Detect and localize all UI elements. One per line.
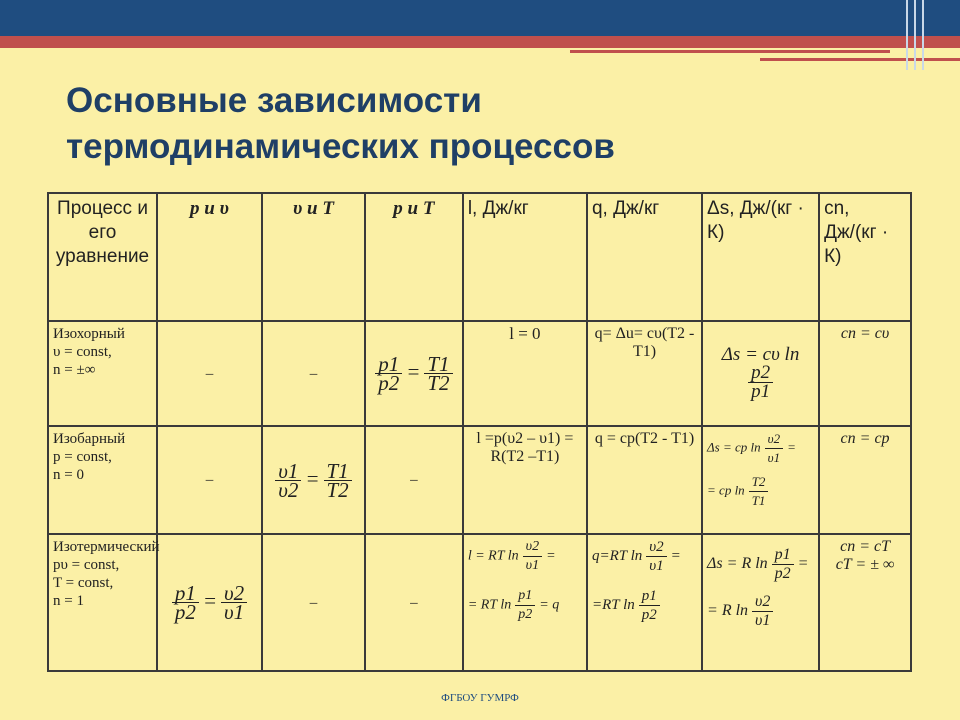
vt-cell: – bbox=[262, 534, 365, 671]
q-cell: q= Δu= cυ(T2 - T1) bbox=[587, 321, 702, 426]
formula-text: Δs = cp ln bbox=[707, 439, 761, 455]
process-eq: T = const, bbox=[53, 575, 114, 591]
formula-line bbox=[707, 593, 814, 630]
l-cell: l = 0 bbox=[463, 321, 587, 426]
denominator: T2 bbox=[427, 371, 450, 395]
red-banner-stripe bbox=[0, 36, 960, 48]
equals-sign: = bbox=[202, 588, 217, 613]
equals-sign: = bbox=[406, 359, 421, 384]
header-vt: υ и T bbox=[262, 193, 365, 321]
process-cell bbox=[48, 534, 160, 671]
numerator: υ2 bbox=[752, 593, 773, 612]
equals-sign: = bbox=[670, 547, 681, 564]
formula-text: Δs = R ln bbox=[707, 555, 768, 573]
equals-sign: = bbox=[797, 555, 809, 573]
slide-title bbox=[66, 78, 866, 170]
pt-cell: – bbox=[365, 534, 463, 671]
q-cell: q = cp(T2 - T1) bbox=[587, 426, 702, 534]
decor-bars bbox=[900, 0, 960, 70]
denominator: υ2 bbox=[278, 477, 299, 502]
numerator: p1 bbox=[639, 587, 660, 606]
formula-text: = cp ln bbox=[707, 482, 745, 498]
fraction bbox=[424, 352, 452, 395]
pv-cell: – bbox=[157, 321, 262, 426]
formula-text: = R ln bbox=[707, 602, 749, 620]
denominator: p2 bbox=[641, 607, 657, 623]
formula-line bbox=[707, 546, 814, 583]
formula-text: = RT ln bbox=[467, 597, 512, 613]
fraction bbox=[772, 546, 794, 583]
pt-cell: – bbox=[365, 426, 463, 534]
process-eq: p = const, bbox=[53, 449, 112, 465]
equals-sign: = bbox=[787, 439, 796, 455]
formula-line bbox=[707, 473, 814, 510]
numerator: υ2 bbox=[221, 584, 247, 603]
cn-cell: cn = cp bbox=[819, 426, 911, 534]
process-eq: n = 0 bbox=[53, 467, 84, 483]
denominator: p2 bbox=[774, 565, 791, 582]
process-cell bbox=[48, 321, 157, 426]
header-pt: p и T bbox=[365, 193, 463, 321]
ds-cell bbox=[702, 321, 819, 426]
denominator: p2 bbox=[518, 607, 533, 622]
numerator: p1 bbox=[772, 546, 794, 565]
numerator: υ2 bbox=[523, 538, 542, 557]
formula-text: q=RT ln bbox=[591, 547, 643, 564]
fraction bbox=[749, 473, 769, 510]
process-eq: υ = const, bbox=[53, 344, 112, 360]
formula-text: = q bbox=[539, 597, 560, 613]
process-name: Изотермический bbox=[53, 539, 160, 555]
numerator: T1 bbox=[324, 462, 352, 481]
table-row-isothermal bbox=[48, 534, 911, 671]
header-ds: Δs, Дж/(кг · К) bbox=[702, 193, 819, 321]
pv-cell: – bbox=[157, 426, 262, 534]
formula-line bbox=[468, 538, 582, 575]
formula-line bbox=[707, 430, 814, 467]
fraction bbox=[375, 352, 402, 395]
table-row-isobaric bbox=[48, 426, 911, 534]
fraction bbox=[752, 593, 773, 630]
fraction bbox=[748, 364, 773, 401]
formula-line bbox=[592, 538, 697, 575]
vt-cell: – bbox=[262, 321, 365, 426]
q-cell bbox=[587, 534, 702, 671]
process-eq: pυ = const, bbox=[53, 557, 120, 573]
cn-cell bbox=[819, 534, 911, 671]
numerator: T1 bbox=[424, 355, 452, 374]
process-eq: n = ±∞ bbox=[53, 362, 96, 378]
denominator: T2 bbox=[326, 477, 349, 502]
denominator: p2 bbox=[174, 600, 196, 624]
processes-table bbox=[47, 192, 912, 672]
header-q: q, Дж/кг bbox=[587, 193, 702, 321]
formula-line: cn = cT bbox=[840, 538, 890, 555]
table-row-isochoric bbox=[48, 321, 911, 426]
top-banner bbox=[0, 0, 960, 36]
numerator: υ2 bbox=[765, 430, 783, 449]
equals-sign: = bbox=[546, 548, 556, 564]
cn-cell: cn = cυ bbox=[819, 321, 911, 426]
title-line-2: термодинамических процессов bbox=[66, 127, 615, 166]
fraction bbox=[221, 581, 247, 624]
fraction bbox=[523, 538, 542, 575]
formula-text: Δs = cυ ln bbox=[721, 344, 800, 365]
fraction bbox=[324, 458, 352, 502]
header-pv: p и υ bbox=[157, 193, 262, 321]
fraction bbox=[765, 430, 783, 467]
l-cell bbox=[463, 534, 587, 671]
formula-text: l = RT ln bbox=[467, 548, 519, 564]
numerator: T2 bbox=[749, 473, 769, 492]
l-cell: l =p(υ2 – υ1) = R(T2 –T1) bbox=[463, 426, 587, 534]
title-line-1: Основные зависимости bbox=[66, 81, 482, 120]
header-cn: cn, Дж/(кг · К) bbox=[819, 193, 911, 321]
fraction bbox=[515, 587, 535, 624]
header-row bbox=[48, 193, 911, 321]
process-eq: n = 1 bbox=[53, 593, 84, 609]
denominator: p1 bbox=[751, 381, 771, 402]
vt-cell bbox=[262, 426, 365, 534]
equals-sign: = bbox=[305, 465, 320, 490]
pv-cell bbox=[157, 534, 262, 671]
process-cell bbox=[48, 426, 157, 534]
fraction bbox=[172, 581, 199, 624]
decor-stripe bbox=[570, 50, 890, 53]
numerator: p2 bbox=[748, 364, 773, 383]
denominator: υ1 bbox=[525, 558, 540, 573]
denominator: υ1 bbox=[649, 558, 664, 574]
denominator: υ1 bbox=[767, 450, 781, 465]
formula-line bbox=[468, 587, 582, 624]
denominator: T1 bbox=[751, 493, 766, 508]
fraction bbox=[275, 458, 301, 502]
header-process: Процесс и его уравнение bbox=[48, 193, 157, 321]
header-l: l, Дж/кг bbox=[463, 193, 587, 321]
process-name: Изохорный bbox=[53, 326, 125, 342]
footer-text: ФГБОУ ГУМРФ bbox=[441, 692, 519, 704]
numerator: p1 bbox=[515, 587, 535, 606]
pt-cell bbox=[365, 321, 463, 426]
fraction bbox=[646, 538, 666, 575]
formula-line: cT = ± ∞ bbox=[835, 556, 895, 573]
denominator: υ1 bbox=[224, 600, 245, 624]
ds-cell bbox=[702, 534, 819, 671]
fraction bbox=[639, 587, 660, 624]
denominator: p2 bbox=[378, 371, 400, 395]
numerator: p1 bbox=[375, 355, 402, 374]
numerator: υ1 bbox=[275, 462, 301, 481]
numerator: υ2 bbox=[646, 538, 666, 557]
numerator: p1 bbox=[172, 584, 199, 603]
formula-text: =RT ln bbox=[591, 596, 635, 613]
denominator: υ1 bbox=[755, 612, 771, 629]
process-name: Изобарный bbox=[53, 431, 126, 447]
formula-line bbox=[592, 587, 697, 624]
ds-cell bbox=[702, 426, 819, 534]
